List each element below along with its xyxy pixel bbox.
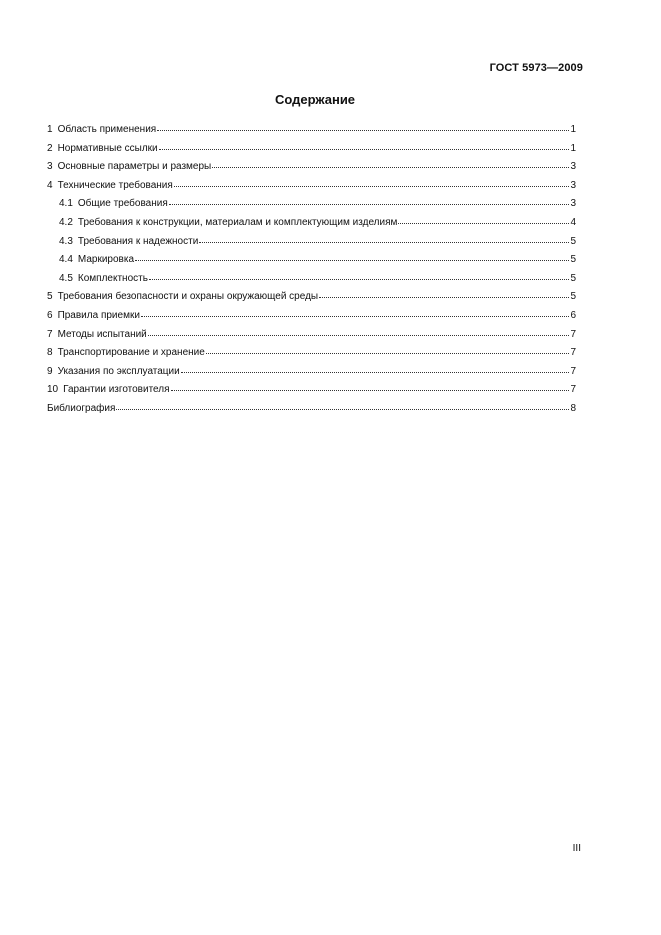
toc-entry-page: 6: [570, 309, 576, 321]
toc-entry-page: 7: [570, 384, 576, 396]
toc-entry-number: 6: [47, 309, 53, 321]
toc-entry: [47, 363, 576, 382]
toc-dot-leader: [174, 178, 570, 188]
toc-entry: [47, 121, 576, 140]
toc-entry-number: 3: [47, 161, 53, 173]
toc-entry-label: Правила приемки: [57, 309, 140, 321]
toc-dot-leader: [398, 215, 569, 225]
toc-entry: [47, 400, 576, 419]
toc-entry-number: 2: [47, 142, 53, 154]
toc-entry-page: 8: [570, 402, 576, 414]
toc-entry-page: 3: [570, 161, 576, 173]
toc-dot-leader: [148, 327, 570, 337]
page-number: III: [572, 843, 581, 854]
toc-dot-leader: [141, 308, 570, 318]
toc-entry-label: Маркировка: [77, 254, 135, 266]
toc-dot-leader: [159, 141, 570, 151]
toc-entry: [47, 251, 576, 270]
toc-entry-page: 3: [570, 198, 576, 210]
toc-entry-page: 7: [570, 365, 576, 377]
toc-dot-leader: [171, 382, 570, 392]
toc-dot-leader: [199, 234, 569, 244]
toc-entry-label: Библиография: [47, 402, 116, 414]
toc-entry-page: 7: [570, 347, 576, 359]
toc-entry-page: 4: [570, 216, 576, 228]
toc-entry: [47, 140, 576, 159]
toc-entry: [47, 270, 576, 289]
toc-entry-label: Область применения: [57, 124, 157, 135]
toc-entry-page: 3: [570, 179, 576, 191]
toc-entry: [47, 381, 576, 400]
toc-entry: [47, 344, 576, 363]
toc-entry-page: 5: [570, 272, 576, 284]
toc-entry-label: Общие требования: [77, 198, 168, 210]
toc-dot-leader: [319, 289, 569, 299]
toc-entry: [47, 233, 576, 252]
toc-entry-number: 4.3: [59, 235, 73, 247]
toc-dot-leader: [149, 271, 570, 281]
toc-entry-label: Нормативные ссылки: [57, 142, 158, 154]
document-code: ГОСТ 5973—2009: [489, 62, 583, 74]
toc-dot-leader: [157, 122, 569, 132]
toc-entry: [47, 195, 576, 214]
toc-entry-label: Технические требования: [57, 179, 173, 191]
toc-entry-number: 4.5: [59, 272, 73, 284]
toc-entry-number: 10: [47, 384, 59, 396]
toc-entry-page: 5: [570, 291, 576, 303]
toc-entry-page: 1: [570, 142, 576, 154]
toc-entry-number: 4.2: [59, 216, 73, 228]
toc-entry-number: 1: [47, 124, 53, 135]
toc-entry-number: 5: [47, 291, 53, 303]
toc-dot-leader: [135, 252, 569, 262]
toc-entry-label: Методы испытаний: [57, 328, 147, 340]
toc-entry-number: 7: [47, 328, 53, 340]
toc-entry-page: 7: [570, 328, 576, 340]
toc-title: Содержание: [274, 92, 356, 107]
toc-entry: [47, 158, 576, 177]
toc-dot-leader: [181, 364, 570, 374]
toc-entry-number: 9: [47, 365, 53, 377]
toc-entry: [47, 214, 576, 233]
toc-entry-page: 5: [570, 235, 576, 247]
toc-entry-label: Транспортирование и хранение: [57, 347, 205, 359]
toc-entry-page: 5: [570, 254, 576, 266]
toc-entry-label: Комплектность: [77, 272, 148, 284]
toc-entry-number: 8: [47, 347, 53, 359]
toc-dot-leader: [116, 401, 569, 411]
toc-entry-number: 4.1: [59, 198, 73, 210]
toc-entry-label: Указания по эксплуатации: [57, 365, 180, 377]
toc-entry-number: 4: [47, 179, 53, 191]
toc-entry-label: Требования к надежности: [77, 235, 199, 247]
toc-entry-label: Требования безопасности и охраны окружающей среды: [57, 291, 319, 303]
toc-entry: [47, 307, 576, 326]
toc-entry-label: Основные параметры и размеры: [57, 161, 212, 173]
toc-entry-page: 1: [570, 124, 576, 135]
toc-entry-label: Требования к конструкции, материалам и комплектующим изделиям: [77, 216, 398, 228]
table-of-contents: [47, 121, 576, 419]
toc-entry: [47, 326, 576, 345]
toc-entry-label: Гарантии изготовителя: [63, 384, 170, 396]
toc-entry: [47, 288, 576, 307]
toc-entry-number: 4.4: [59, 254, 73, 266]
toc-dot-leader: [206, 345, 570, 355]
toc-dot-leader: [212, 159, 569, 169]
toc-dot-leader: [169, 196, 570, 206]
toc-entry: [47, 177, 576, 196]
